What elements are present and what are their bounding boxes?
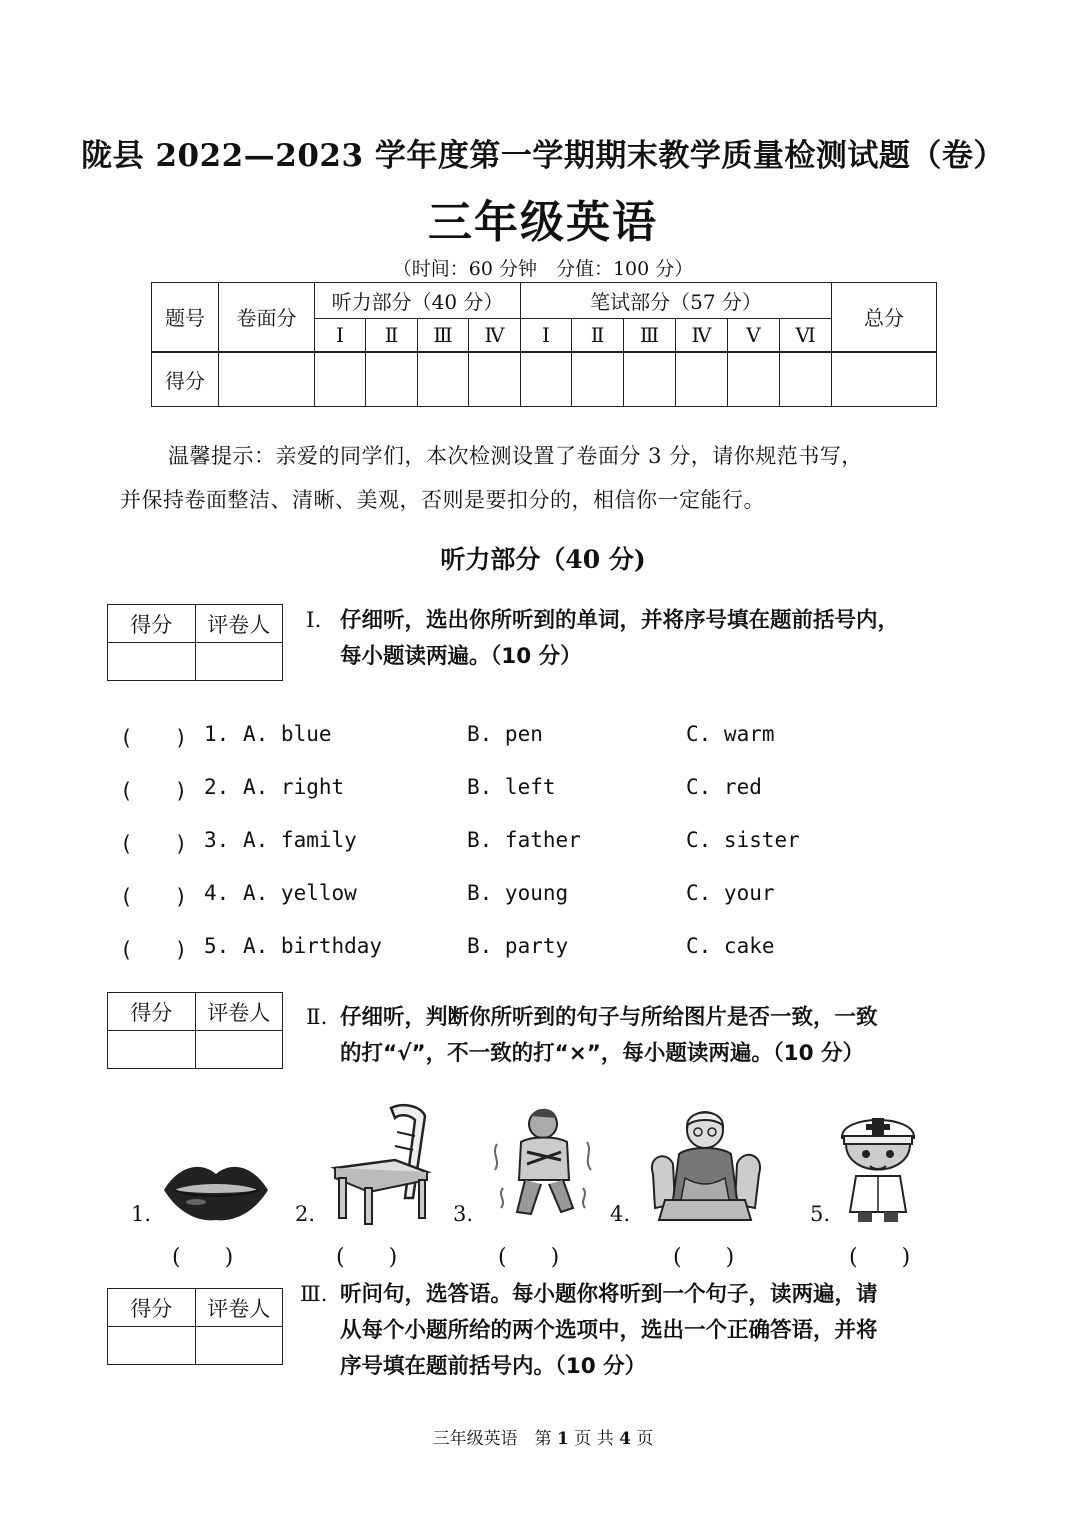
writing-part-cell: Ⅵ [780,319,832,352]
picture-number: 5. [810,1202,831,1226]
listening-part-cell: Ⅱ [366,319,418,352]
option-a: A. family [243,828,357,852]
footer-middle: 页 共 [568,1429,620,1449]
grandma-icon [645,1104,765,1224]
section-2-instructions [306,1000,986,1072]
listening-part-cell: Ⅰ [315,319,366,352]
listening-part-cell: Ⅲ [418,319,469,352]
instruction-line: 仔细听，判断你所听到的句子与所给图片是否一致，一致 [340,1005,878,1030]
picture-number: 4. [610,1202,631,1226]
instruction-line: 仔细听，选出你所听到的单词，并将序号填在题前括号内， [340,608,900,633]
score-blank[interactable] [624,352,676,407]
grader-box [107,1288,283,1365]
score-blank[interactable] [469,352,521,407]
exam-subtitle: 三年级英语 [428,197,658,248]
listening-part-cell: Ⅳ [469,319,521,352]
exam-title: 陇县 2022—2023 学年度第一学期期末教学质量检测试题（卷） [81,138,1005,174]
option-b: B. left [467,775,556,799]
score-blank[interactable] [572,352,624,407]
lips-icon [160,1158,272,1224]
picture-number: 3. [453,1202,474,1226]
instruction-line: 从每个小题所给的两个选项中，选出一个正确答语，并将 [340,1318,878,1343]
option-c: C. your [686,881,775,905]
answer-parens[interactable]: ( ) [336,1245,398,1270]
score-blank[interactable] [219,352,315,407]
page-number: 1 [557,1429,569,1449]
question-row [120,722,980,752]
tip-line-1: 温馨提示：亲爱的同学们，本次检测设置了卷面分 3 分，请你规范书写， [168,444,863,468]
picture-number: 1. [131,1202,152,1226]
answer-parens[interactable]: ( ) [498,1245,560,1270]
score-blank[interactable] [676,352,728,407]
listening-heading: 听力部分（40 分) [440,545,646,574]
grader-marker-blank[interactable] [195,1327,283,1365]
q-label-cell: 题号 [152,283,219,352]
picture-number: 2. [295,1202,316,1226]
score-blank[interactable] [832,352,937,407]
writing-part-cell: Ⅳ [676,319,728,352]
score-blank[interactable] [418,352,469,407]
grader-score-blank[interactable] [108,1031,196,1069]
option-c: C. red [686,775,762,799]
option-b: B. father [467,828,581,852]
time-info: （时间：60 分钟 分值：100 分） [392,258,694,280]
grader-box [107,992,283,1069]
neatness-cell: 卷面分 [219,283,315,352]
answer-parens[interactable]: ( ) [849,1245,911,1270]
instruction-line: 序号填在题前括号内。（10 分） [340,1354,647,1379]
total-cell: 总分 [832,283,937,352]
warm-tip [120,434,980,522]
grader-score-blank[interactable] [108,643,196,681]
question-number: 1. [204,722,230,746]
grader-marker-label: 评卷人 [195,605,283,643]
instruction-line: 听问句，选答语。每小题你将听到一个句子，读两遍，请 [340,1282,878,1307]
grader-score-label: 得分 [108,1289,196,1327]
writing-part-cell: Ⅴ [728,319,780,352]
score-blank[interactable] [521,352,572,407]
question-number: 2. [204,775,230,799]
question-number: 3. [204,828,230,852]
option-a: A. yellow [243,881,357,905]
question-row [120,881,980,911]
footer-suffix: 页 [630,1429,654,1449]
score-blank[interactable] [780,352,832,407]
answer-parens[interactable]: ( ) [172,1245,234,1270]
instruction-line: 每小题读两遍。（10 分） [340,644,582,669]
page-footer [0,1424,1086,1449]
option-c: C. sister [686,828,800,852]
option-c: C. cake [686,934,775,958]
option-a: A. right [243,775,345,799]
section-number: Ⅲ. [300,1282,328,1307]
section-1-instructions [306,603,986,675]
listening-cell: 听力部分（40 分） [315,283,521,319]
grader-score-blank[interactable] [108,1327,196,1365]
option-a: A. blue [243,722,332,746]
grader-score-label: 得分 [108,993,196,1031]
question-row [120,775,980,805]
option-a: A. birthday [243,934,383,958]
score-blank[interactable] [315,352,366,407]
answer-parens[interactable]: ( ) [120,832,188,856]
answer-parens[interactable]: ( ) [120,938,188,962]
option-b: B. party [467,934,569,958]
grader-marker-label: 评卷人 [195,993,283,1031]
writing-part-cell: Ⅱ [572,319,624,352]
instruction-line: 的打“√”，不一致的打“×”，每小题读两遍。（10 分） [340,1041,865,1066]
score-table [151,282,937,407]
score-blank[interactable] [728,352,780,407]
grader-marker-label: 评卷人 [195,1289,283,1327]
chair-icon [325,1102,437,1226]
writing-cell: 笔试部分（57 分） [521,283,832,319]
answer-parens[interactable]: ( ) [120,885,188,909]
page-total: 4 [619,1429,631,1449]
doctor-icon [836,1104,920,1224]
section-number: Ⅱ. [306,1005,328,1030]
option-c: C. warm [686,722,775,746]
score-label-cell: 得分 [152,352,219,407]
question-number: 4. [204,881,230,905]
option-b: B. pen [467,722,543,746]
score-blank[interactable] [366,352,418,407]
writing-part-cell: Ⅰ [521,319,572,352]
option-b: B. young [467,881,569,905]
question-row [120,934,980,964]
grader-box [107,604,283,681]
writing-part-cell: Ⅲ [624,319,676,352]
grader-marker-blank[interactable] [195,643,283,681]
answer-parens[interactable]: ( ) [120,726,188,750]
answer-parens[interactable]: ( ) [120,779,188,803]
answer-parens[interactable]: ( ) [673,1245,735,1270]
question-row [120,828,980,858]
grader-marker-blank[interactable] [195,1031,283,1069]
section-3-instructions [300,1277,980,1385]
tip-line-2: 并保持卷面整洁、清晰、美观，否则是要扣分的，相信你一定能行。 [120,488,765,512]
section-number: Ⅰ. [306,608,322,633]
cold-man-icon [487,1104,599,1222]
question-number: 5. [204,934,230,958]
footer-prefix: 三年级英语 第 [432,1429,558,1449]
grader-score-label: 得分 [108,605,196,643]
